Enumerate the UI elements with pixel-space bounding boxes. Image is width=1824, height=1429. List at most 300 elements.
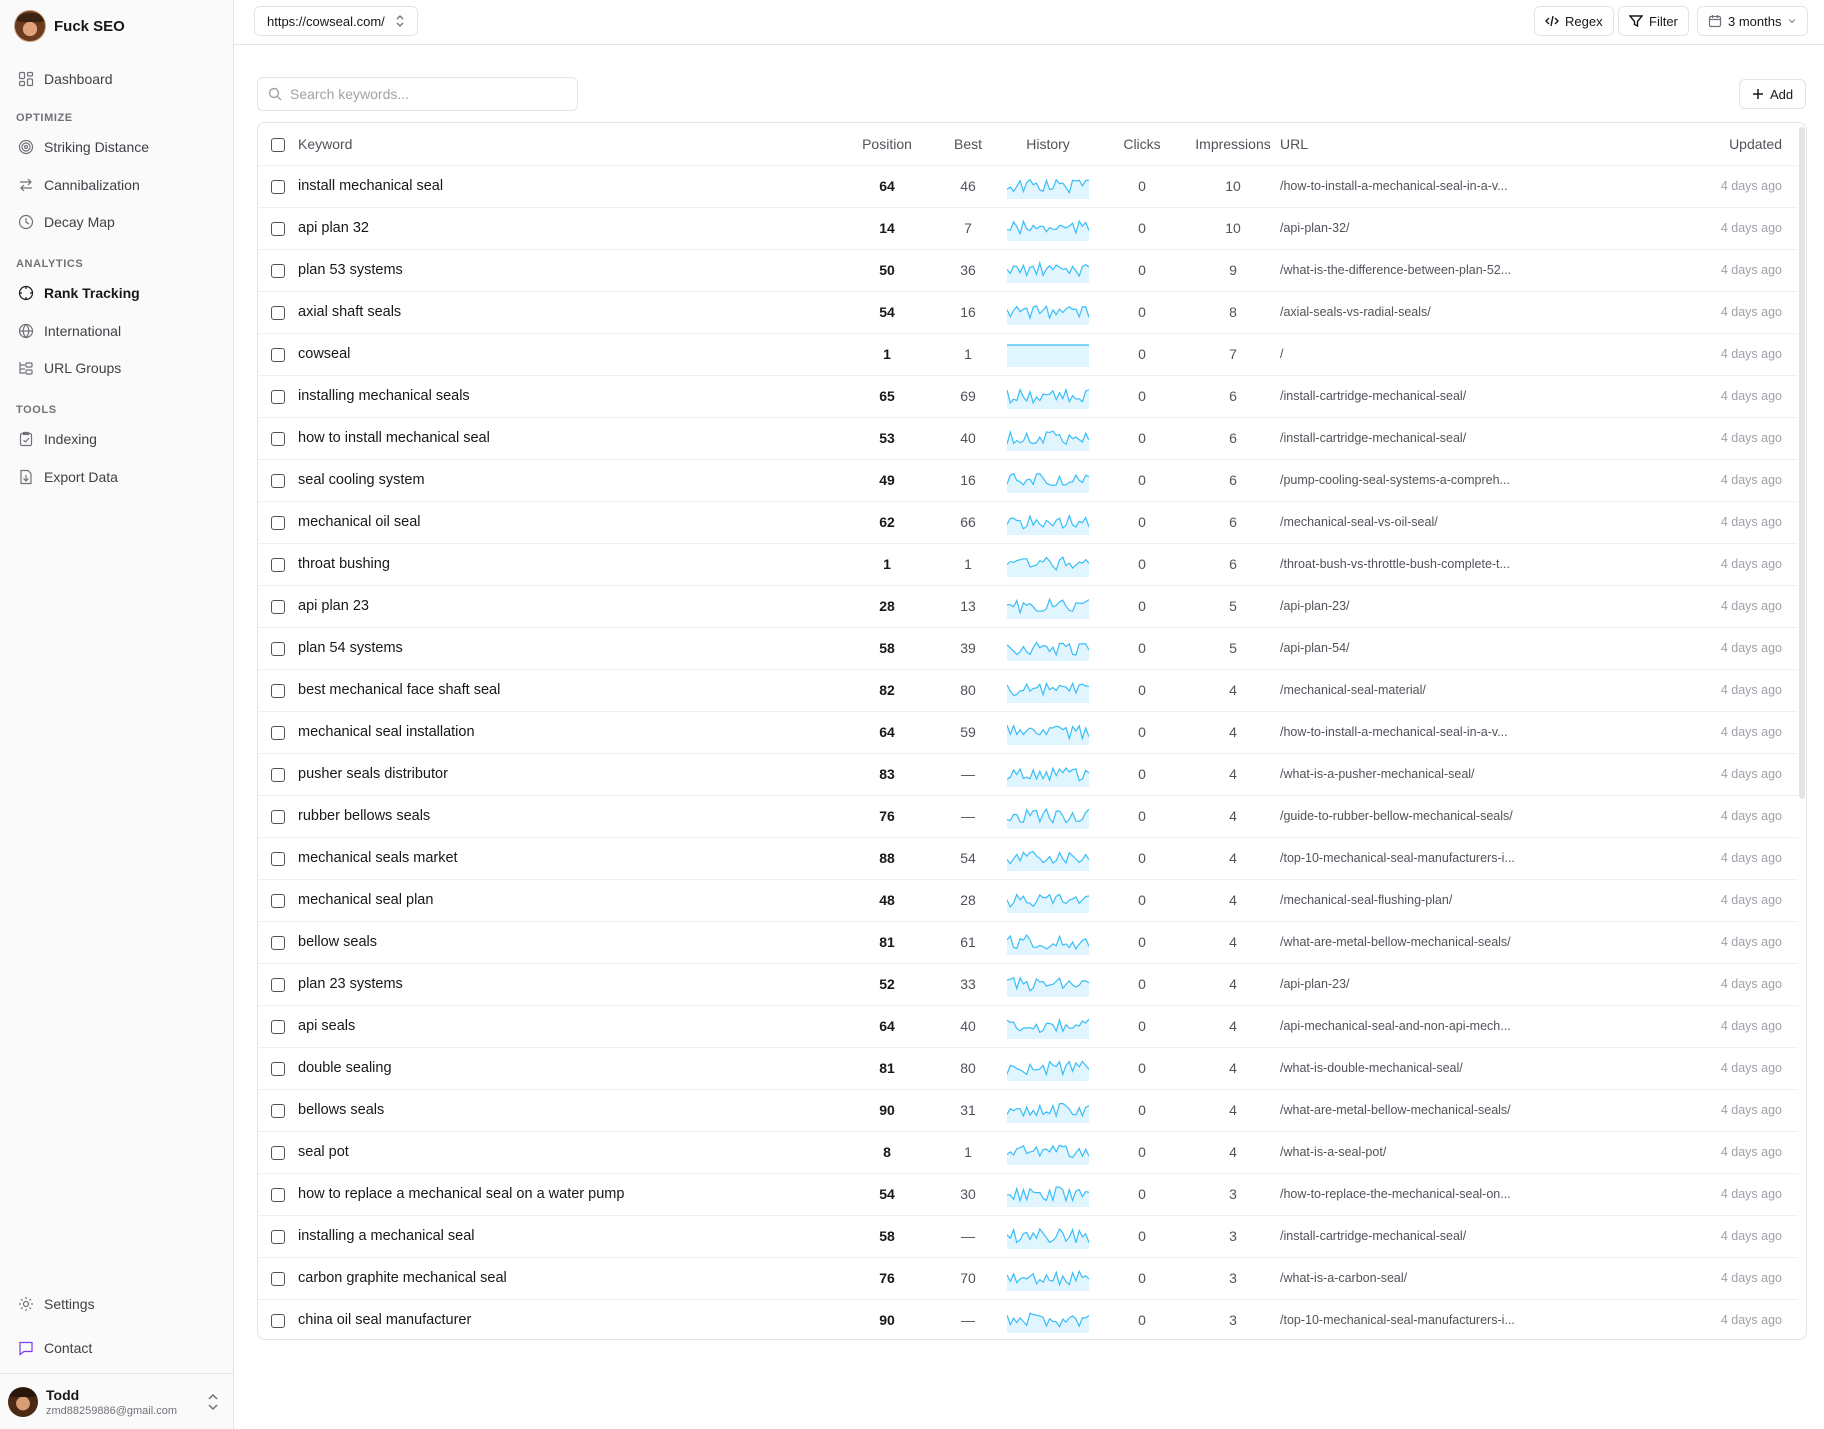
updated-cell: 4 days ago — [1600, 1257, 1798, 1299]
url-cell[interactable]: /install-cartridge-mechanical-seal/ — [1280, 375, 1600, 417]
clicks-cell: 0 — [1098, 207, 1186, 249]
keywords-table-container — [257, 122, 1807, 1340]
clicks-cell: 0 — [1098, 879, 1186, 921]
history-sparkline — [1007, 425, 1089, 451]
clock-icon — [18, 214, 34, 230]
history-sparkline — [1007, 551, 1089, 577]
updated-cell: 4 days ago — [1600, 165, 1798, 207]
row-checkbox[interactable] — [271, 1104, 285, 1118]
keyword-cell[interactable]: how to install mechanical seal — [298, 417, 836, 459]
row-checkbox[interactable] — [271, 642, 285, 656]
column-header-url[interactable]: URL — [1280, 135, 1309, 152]
best-cell: 39 — [938, 627, 998, 669]
keyword-cell[interactable]: installing a mechanical seal — [298, 1215, 836, 1257]
history-sparkline — [1007, 635, 1089, 661]
best-cell: 54 — [938, 837, 998, 879]
code-icon — [1545, 14, 1559, 28]
history-cell — [998, 837, 1098, 879]
url-cell[interactable]: /what-are-metal-bellow-mechanical-seals/ — [1280, 1089, 1600, 1131]
impressions-cell: 4 — [1186, 1089, 1280, 1131]
gear-icon — [18, 1296, 34, 1312]
clicks-cell: 0 — [1098, 795, 1186, 837]
keyword-cell[interactable]: throat bushing — [298, 543, 836, 585]
table-row[interactable] — [258, 1257, 1798, 1299]
url-cell[interactable]: /how-to-replace-the-mechanical-seal-on... — [1280, 1173, 1600, 1215]
row-checkbox[interactable] — [271, 852, 285, 866]
updated-cell: 4 days ago — [1600, 711, 1798, 753]
select-all-cell — [258, 123, 298, 165]
sidebar-item-striking-distance[interactable] — [10, 130, 224, 164]
keyword-cell[interactable]: plan 53 systems — [298, 249, 836, 291]
history-sparkline — [1007, 761, 1089, 787]
keyword-cell[interactable]: pusher seals distributor — [298, 753, 836, 795]
clicks-cell: 0 — [1098, 627, 1186, 669]
clicks-cell: 0 — [1098, 249, 1186, 291]
table-row[interactable] — [258, 249, 1798, 291]
sidebar-item-export-data[interactable] — [10, 460, 224, 494]
filter-button[interactable] — [1618, 6, 1689, 36]
row-select-cell — [258, 879, 298, 921]
row-select-cell — [258, 1131, 298, 1173]
column-header-keyword[interactable]: Keyword — [298, 135, 353, 152]
table-row[interactable] — [258, 1089, 1798, 1131]
impressions-cell: 4 — [1186, 837, 1280, 879]
history-cell — [998, 1173, 1098, 1215]
clicks-cell: 0 — [1098, 1299, 1186, 1340]
keyword-cell[interactable]: api seals — [298, 1005, 836, 1047]
search-input[interactable] — [290, 86, 560, 102]
row-select-cell — [258, 963, 298, 1005]
table-row[interactable] — [258, 669, 1798, 711]
table-row[interactable] — [258, 1215, 1798, 1257]
row-select-cell — [258, 459, 298, 501]
row-checkbox[interactable] — [271, 1230, 285, 1244]
sidebar-section-label: TOOLS — [16, 404, 57, 416]
table-row[interactable] — [258, 627, 1798, 669]
url-cell[interactable]: /top-10-mechanical-seal-manufacturers-i... — [1280, 837, 1600, 879]
updated-cell: 4 days ago — [1600, 1173, 1798, 1215]
history-cell — [998, 249, 1098, 291]
row-checkbox[interactable] — [271, 264, 285, 278]
impressions-cell: 4 — [1186, 711, 1280, 753]
sidebar-item-indexing[interactable] — [10, 422, 224, 456]
table-row[interactable] — [258, 879, 1798, 921]
url-cell[interactable]: /api-mechanical-seal-and-non-api-mech... — [1280, 1005, 1600, 1047]
table-row[interactable] — [258, 207, 1798, 249]
history-cell — [998, 879, 1098, 921]
history-cell — [998, 207, 1098, 249]
history-sparkline — [1007, 887, 1089, 913]
swap-arrows-icon — [18, 177, 34, 193]
keyword-cell[interactable]: install mechanical seal — [298, 165, 836, 207]
best-cell: 7 — [938, 207, 998, 249]
row-checkbox[interactable] — [271, 894, 285, 908]
sidebar-item-dashboard[interactable] — [10, 62, 224, 96]
position-cell: 49 — [836, 459, 938, 501]
history-sparkline — [1007, 677, 1089, 703]
best-cell: 66 — [938, 501, 998, 543]
select-all-checkbox[interactable] — [271, 138, 285, 152]
updated-cell: 4 days ago — [1600, 459, 1798, 501]
updated-cell: 4 days ago — [1600, 1005, 1798, 1047]
row-checkbox[interactable] — [271, 600, 285, 614]
row-checkbox[interactable] — [271, 1062, 285, 1076]
url-cell[interactable]: /api-plan-54/ — [1280, 627, 1600, 669]
keyword-cell[interactable]: how to replace a mechanical seal on a water pump — [298, 1173, 836, 1215]
keyword-cell[interactable]: seal cooling system — [298, 459, 836, 501]
url-cell[interactable]: /guide-to-rubber-bellow-mechanical-seals/ — [1280, 795, 1600, 837]
row-select-cell — [258, 753, 298, 795]
clicks-cell: 0 — [1098, 753, 1186, 795]
updated-cell: 4 days ago — [1600, 585, 1798, 627]
clicks-cell: 0 — [1098, 1173, 1186, 1215]
row-select-cell — [258, 921, 298, 963]
table-scrollbar[interactable] — [1799, 127, 1805, 799]
sidebar-item-contact[interactable] — [10, 1331, 224, 1365]
sidebar-item-label: Settings — [44, 1296, 95, 1312]
url-cell[interactable]: /what-is-double-mechanical-seal/ — [1280, 1047, 1600, 1089]
updated-cell: 4 days ago — [1600, 1215, 1798, 1257]
sidebar-item-decay-map[interactable] — [10, 205, 224, 239]
url-cell[interactable]: /throat-bush-vs-throttle-bush-complete-t... — [1280, 543, 1600, 585]
table-row[interactable] — [258, 711, 1798, 753]
keyword-cell[interactable]: mechanical seal plan — [298, 879, 836, 921]
row-checkbox[interactable] — [271, 1272, 285, 1286]
row-select-cell — [258, 417, 298, 459]
url-cell[interactable]: /install-cartridge-mechanical-seal/ — [1280, 1215, 1600, 1257]
impressions-cell: 7 — [1186, 333, 1280, 375]
history-sparkline — [1007, 1139, 1089, 1165]
best-cell: 1 — [938, 543, 998, 585]
table-row[interactable] — [258, 1173, 1798, 1215]
site-selector-label: https://cowseal.com/ — [267, 13, 385, 29]
table-row[interactable] — [258, 165, 1798, 207]
updated-cell: 4 days ago — [1600, 375, 1798, 417]
best-cell: 36 — [938, 249, 998, 291]
keyword-cell[interactable]: axial shaft seals — [298, 291, 836, 333]
updated-cell: 4 days ago — [1600, 207, 1798, 249]
row-checkbox[interactable] — [271, 180, 285, 194]
best-cell: 69 — [938, 375, 998, 417]
topbar — [234, 0, 1824, 45]
table-row[interactable] — [258, 291, 1798, 333]
user-menu[interactable] — [0, 1373, 234, 1429]
history-cell — [998, 921, 1098, 963]
updated-cell: 4 days ago — [1600, 543, 1798, 585]
keyword-cell[interactable]: mechanical seal installation — [298, 711, 836, 753]
position-cell: 54 — [836, 1173, 938, 1215]
position-cell: 62 — [836, 501, 938, 543]
url-cell[interactable]: /what-are-metal-bellow-mechanical-seals/ — [1280, 921, 1600, 963]
url-cell[interactable]: /api-plan-23/ — [1280, 963, 1600, 1005]
keyword-cell[interactable]: best mechanical face shaft seal — [298, 669, 836, 711]
position-cell: 82 — [836, 669, 938, 711]
row-select-cell — [258, 585, 298, 627]
plus-icon — [1752, 88, 1764, 100]
keyword-cell[interactable]: mechanical oil seal — [298, 501, 836, 543]
impressions-cell: 8 — [1186, 291, 1280, 333]
row-checkbox[interactable] — [271, 558, 285, 572]
impressions-cell: 4 — [1186, 1005, 1280, 1047]
history-sparkline — [1007, 719, 1089, 745]
keywords-table — [258, 123, 1798, 1340]
add-keyword-button[interactable] — [1739, 79, 1806, 109]
impressions-cell: 3 — [1186, 1173, 1280, 1215]
best-cell: 61 — [938, 921, 998, 963]
best-cell: 59 — [938, 711, 998, 753]
row-checkbox[interactable] — [271, 348, 285, 362]
table-header-row — [258, 123, 1798, 165]
url-cell[interactable]: /top-10-mechanical-seal-manufacturers-i... — [1280, 1299, 1600, 1340]
table-row[interactable] — [258, 585, 1798, 627]
table-row[interactable] — [258, 753, 1798, 795]
history-sparkline — [1007, 593, 1089, 619]
url-cell[interactable]: /mechanical-seal-material/ — [1280, 669, 1600, 711]
best-cell: 80 — [938, 669, 998, 711]
clicks-cell: 0 — [1098, 333, 1186, 375]
url-cell[interactable]: /what-is-a-pusher-mechanical-seal/ — [1280, 753, 1600, 795]
keyword-cell[interactable]: carbon graphite mechanical seal — [298, 1257, 836, 1299]
clicks-cell: 0 — [1098, 711, 1186, 753]
impressions-cell: 3 — [1186, 1215, 1280, 1257]
sidebar-section-label: ANALYTICS — [16, 258, 84, 270]
table-row[interactable] — [258, 921, 1798, 963]
sidebar — [0, 0, 234, 1429]
clicks-cell: 0 — [1098, 963, 1186, 1005]
keyword-cell[interactable]: plan 23 systems — [298, 963, 836, 1005]
url-cell[interactable]: /how-to-install-a-mechanical-seal-in-a-v... — [1280, 165, 1600, 207]
history-sparkline — [1007, 803, 1089, 829]
clicks-cell: 0 — [1098, 1089, 1186, 1131]
row-checkbox[interactable] — [271, 516, 285, 530]
date-range-select[interactable] — [1697, 6, 1808, 36]
keyword-cell[interactable]: china oil seal manufacturer — [298, 1299, 836, 1340]
row-select-cell — [258, 627, 298, 669]
keyword-cell[interactable]: api plan 32 — [298, 207, 836, 249]
impressions-cell: 5 — [1186, 585, 1280, 627]
history-cell — [998, 459, 1098, 501]
date-range-label: 3 months — [1728, 13, 1782, 29]
regex-button-label: Regex — [1565, 13, 1603, 29]
history-sparkline — [1007, 929, 1089, 955]
sidebar-item-international[interactable] — [10, 314, 224, 348]
row-select-cell — [258, 1089, 298, 1131]
brand[interactable] — [14, 10, 125, 42]
site-selector[interactable] — [254, 6, 418, 36]
keyword-cell[interactable]: api plan 23 — [298, 585, 836, 627]
updated-cell: 4 days ago — [1600, 795, 1798, 837]
row-checkbox[interactable] — [271, 684, 285, 698]
sidebar-item-cannibalization[interactable] — [10, 168, 224, 202]
impressions-cell: 4 — [1186, 1131, 1280, 1173]
chat-icon — [18, 1340, 34, 1356]
row-checkbox[interactable] — [271, 432, 285, 446]
keyword-cell[interactable]: installing mechanical seals — [298, 375, 836, 417]
column-header-position[interactable]: Position — [862, 135, 912, 152]
user-name: Todd — [46, 1386, 80, 1403]
impressions-cell: 6 — [1186, 375, 1280, 417]
keyword-cell[interactable]: double sealing — [298, 1047, 836, 1089]
row-checkbox[interactable] — [271, 222, 285, 236]
impressions-cell: 4 — [1186, 879, 1280, 921]
table-row[interactable] — [258, 795, 1798, 837]
table-row[interactable] — [258, 333, 1798, 375]
impressions-cell: 4 — [1186, 921, 1280, 963]
impressions-cell: 4 — [1186, 669, 1280, 711]
row-checkbox[interactable] — [271, 1146, 285, 1160]
clicks-cell: 0 — [1098, 585, 1186, 627]
search-box[interactable] — [257, 77, 578, 111]
url-cell[interactable]: /api-plan-32/ — [1280, 207, 1600, 249]
updated-cell: 4 days ago — [1600, 501, 1798, 543]
row-select-cell — [258, 1299, 298, 1340]
calendar-icon — [1708, 14, 1722, 28]
row-select-cell — [258, 207, 298, 249]
url-cell[interactable]: /axial-seals-vs-radial-seals/ — [1280, 291, 1600, 333]
chevron-up-down-icon — [206, 1392, 220, 1412]
keyword-cell[interactable]: seal pot — [298, 1131, 836, 1173]
row-checkbox[interactable] — [271, 768, 285, 782]
sidebar-item-label: Dashboard — [44, 71, 113, 87]
row-select-cell — [258, 1047, 298, 1089]
best-cell: 70 — [938, 1257, 998, 1299]
best-cell: 46 — [938, 165, 998, 207]
filter-button-label: Filter — [1649, 13, 1678, 29]
table-row[interactable] — [258, 837, 1798, 879]
table-row[interactable] — [258, 501, 1798, 543]
table-row[interactable] — [258, 1299, 1798, 1340]
row-select-cell — [258, 711, 298, 753]
table-row[interactable] — [258, 417, 1798, 459]
sidebar-section-label: OPTIMIZE — [16, 112, 73, 124]
row-checkbox[interactable] — [271, 474, 285, 488]
history-cell — [998, 753, 1098, 795]
column-header-impressions[interactable]: Impressions — [1195, 135, 1271, 152]
history-sparkline — [1007, 845, 1089, 871]
table-row[interactable] — [258, 543, 1798, 585]
row-checkbox[interactable] — [271, 726, 285, 740]
sidebar-item-rank-tracking[interactable] — [10, 276, 224, 310]
table-row[interactable] — [258, 1131, 1798, 1173]
url-cell[interactable]: /what-is-a-seal-pot/ — [1280, 1131, 1600, 1173]
position-cell: 53 — [836, 417, 938, 459]
impressions-cell: 4 — [1186, 795, 1280, 837]
position-cell: 90 — [836, 1299, 938, 1340]
sidebar-item-label: Cannibalization — [44, 176, 140, 193]
row-checkbox[interactable] — [271, 1314, 285, 1328]
keyword-cell[interactable]: cowseal — [298, 333, 836, 375]
table-row[interactable] — [258, 459, 1798, 501]
position-cell: 76 — [836, 795, 938, 837]
sidebar-item-label: URL Groups — [44, 360, 122, 376]
history-cell — [998, 1215, 1098, 1257]
url-cell[interactable]: /what-is-the-difference-between-plan-52... — [1280, 249, 1600, 291]
url-cell[interactable]: /install-cartridge-mechanical-seal/ — [1280, 417, 1600, 459]
updated-cell: 4 days ago — [1600, 627, 1798, 669]
url-cell[interactable]: / — [1280, 333, 1600, 375]
url-cell[interactable]: /how-to-install-a-mechanical-seal-in-a-v... — [1280, 711, 1600, 753]
updated-cell: 4 days ago — [1600, 1131, 1798, 1173]
add-button-label: Add — [1770, 86, 1794, 102]
impressions-cell: 6 — [1186, 459, 1280, 501]
keyword-cell[interactable]: rubber bellows seals — [298, 795, 836, 837]
column-header-clicks[interactable]: Clicks — [1123, 135, 1161, 152]
keyword-cell[interactable]: mechanical seals market — [298, 837, 836, 879]
sidebar-item-url-groups[interactable] — [10, 351, 224, 385]
clipboard-check-icon — [18, 431, 34, 447]
updated-cell: 4 days ago — [1600, 291, 1798, 333]
row-checkbox[interactable] — [271, 978, 285, 992]
history-cell — [998, 795, 1098, 837]
table-row[interactable] — [258, 963, 1798, 1005]
history-sparkline — [1007, 1265, 1089, 1291]
position-cell: 64 — [836, 1005, 938, 1047]
row-checkbox[interactable] — [271, 936, 285, 950]
best-cell: 16 — [938, 291, 998, 333]
history-sparkline — [1007, 1307, 1089, 1333]
column-header-updated[interactable]: Updated — [1729, 135, 1782, 152]
row-select-cell — [258, 165, 298, 207]
brand-name: Fuck SEO — [54, 17, 125, 35]
row-checkbox[interactable] — [271, 810, 285, 824]
column-header-best[interactable]: Best — [953, 135, 982, 152]
keyword-cell[interactable]: bellow seals — [298, 921, 836, 963]
url-cell[interactable]: /what-is-a-carbon-seal/ — [1280, 1257, 1600, 1299]
updated-cell: 4 days ago — [1600, 249, 1798, 291]
position-cell: 48 — [836, 879, 938, 921]
best-cell: 1 — [938, 333, 998, 375]
url-cell[interactable]: /api-plan-23/ — [1280, 585, 1600, 627]
updated-cell: 4 days ago — [1600, 669, 1798, 711]
position-cell: 52 — [836, 963, 938, 1005]
keyword-cell[interactable]: plan 54 systems — [298, 627, 836, 669]
url-cell[interactable]: /mechanical-seal-flushing-plan/ — [1280, 879, 1600, 921]
keyword-cell[interactable]: bellows seals — [298, 1089, 836, 1131]
table-row[interactable] — [258, 1005, 1798, 1047]
position-cell: 14 — [836, 207, 938, 249]
regex-button[interactable] — [1534, 6, 1614, 36]
position-cell: 76 — [836, 1257, 938, 1299]
row-select-cell — [258, 669, 298, 711]
row-checkbox[interactable] — [271, 306, 285, 320]
row-select-cell — [258, 249, 298, 291]
table-body — [258, 165, 1798, 1340]
table-row[interactable] — [258, 375, 1798, 417]
sidebar-item-label: Contact — [44, 1340, 93, 1356]
row-checkbox[interactable] — [271, 1020, 285, 1034]
search-icon — [268, 87, 282, 101]
table-row[interactable] — [258, 1047, 1798, 1089]
clicks-cell: 0 — [1098, 501, 1186, 543]
filter-icon — [1629, 14, 1643, 28]
url-cell[interactable]: /mechanical-seal-vs-oil-seal/ — [1280, 501, 1600, 543]
best-cell: 1 — [938, 1131, 998, 1173]
updated-cell: 4 days ago — [1600, 1299, 1798, 1340]
best-cell: 80 — [938, 1047, 998, 1089]
url-cell[interactable]: /pump-cooling-seal-systems-a-compreh... — [1280, 459, 1600, 501]
sidebar-item-settings[interactable] — [10, 1287, 224, 1321]
sidebar-item-label: Decay Map — [44, 214, 115, 230]
history-sparkline — [1007, 1223, 1089, 1249]
history-cell — [998, 669, 1098, 711]
row-select-cell — [258, 501, 298, 543]
row-checkbox[interactable] — [271, 1188, 285, 1202]
sidebar-item-label: Export Data — [44, 468, 118, 485]
chevron-up-down-icon — [395, 14, 405, 28]
position-cell: 65 — [836, 375, 938, 417]
row-checkbox[interactable] — [271, 390, 285, 404]
row-select-cell — [258, 795, 298, 837]
